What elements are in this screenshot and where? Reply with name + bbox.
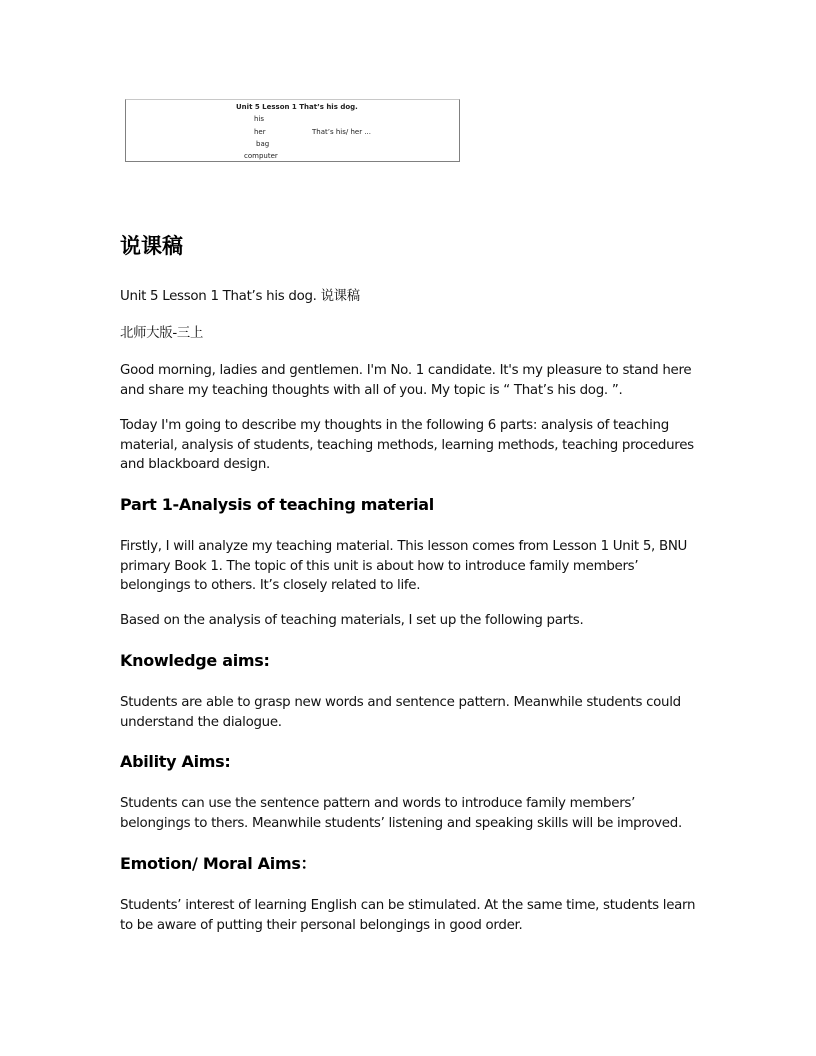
part1-heading: Part 1-Analysis of teaching material [120, 495, 434, 514]
board-word: her [254, 128, 266, 136]
board-word: his [254, 115, 265, 123]
intro-paragraph-1: Good morning, ladies and gentlemen. I'm No. 1 candidate. It's my pleasure to stand here and share my teaching thoughts with all of you. My topic is “ That’s his dog. ”. [120, 363, 692, 398]
subtitle: Unit 5 Lesson 1 That’s his dog. 说课稿 [120, 289, 360, 304]
ability-aims-text: Students can use the sentence pattern and words to introduce family members’ belongings to thers. Meanwhile students’ listening and speaking skills will be improved. [120, 796, 682, 831]
emotion-aims-text: Students’ interest of learning English can be stimulated. At the same time, students learn to be aware of putting their personal belongings in good order. [120, 898, 696, 933]
board-word: bag [256, 140, 270, 148]
board-phrase: That’s his/ her ... [312, 128, 371, 136]
edition-label: 北师大版-三上 [120, 326, 204, 341]
blackboard-image [125, 99, 460, 162]
intro-paragraph-2: Today I'm going to describe my thoughts in the following 6 parts: analysis of teaching material, analysis of students, teaching methods, learning methods, teaching procedures and blackboard design. [120, 418, 694, 472]
knowledge-aims-heading: Knowledge aims: [120, 651, 270, 670]
part1-paragraph-2: Based on the analysis of teaching materials, I set up the following parts. [120, 613, 584, 628]
board-title: Unit 5 Lesson 1 That’s his dog. [236, 103, 358, 111]
part1-paragraph-1: Firstly, I will analyze my teaching material. This lesson comes from Lesson 1 Unit 5, BNU primary Book 1. The topic of this unit is about how to introduce family members’ belongings to others. It’s closely related to life. [120, 539, 688, 593]
emotion-aims-heading: Emotion/ Moral Aims： [120, 854, 317, 873]
ability-aims-heading: Ability Aims: [120, 752, 231, 771]
knowledge-aims-text: Students are able to grasp new words and sentence pattern. Meanwhile students could understand the dialogue. [120, 695, 681, 730]
page-title: 说课稿 [120, 233, 183, 258]
board-word: computer [244, 152, 278, 160]
